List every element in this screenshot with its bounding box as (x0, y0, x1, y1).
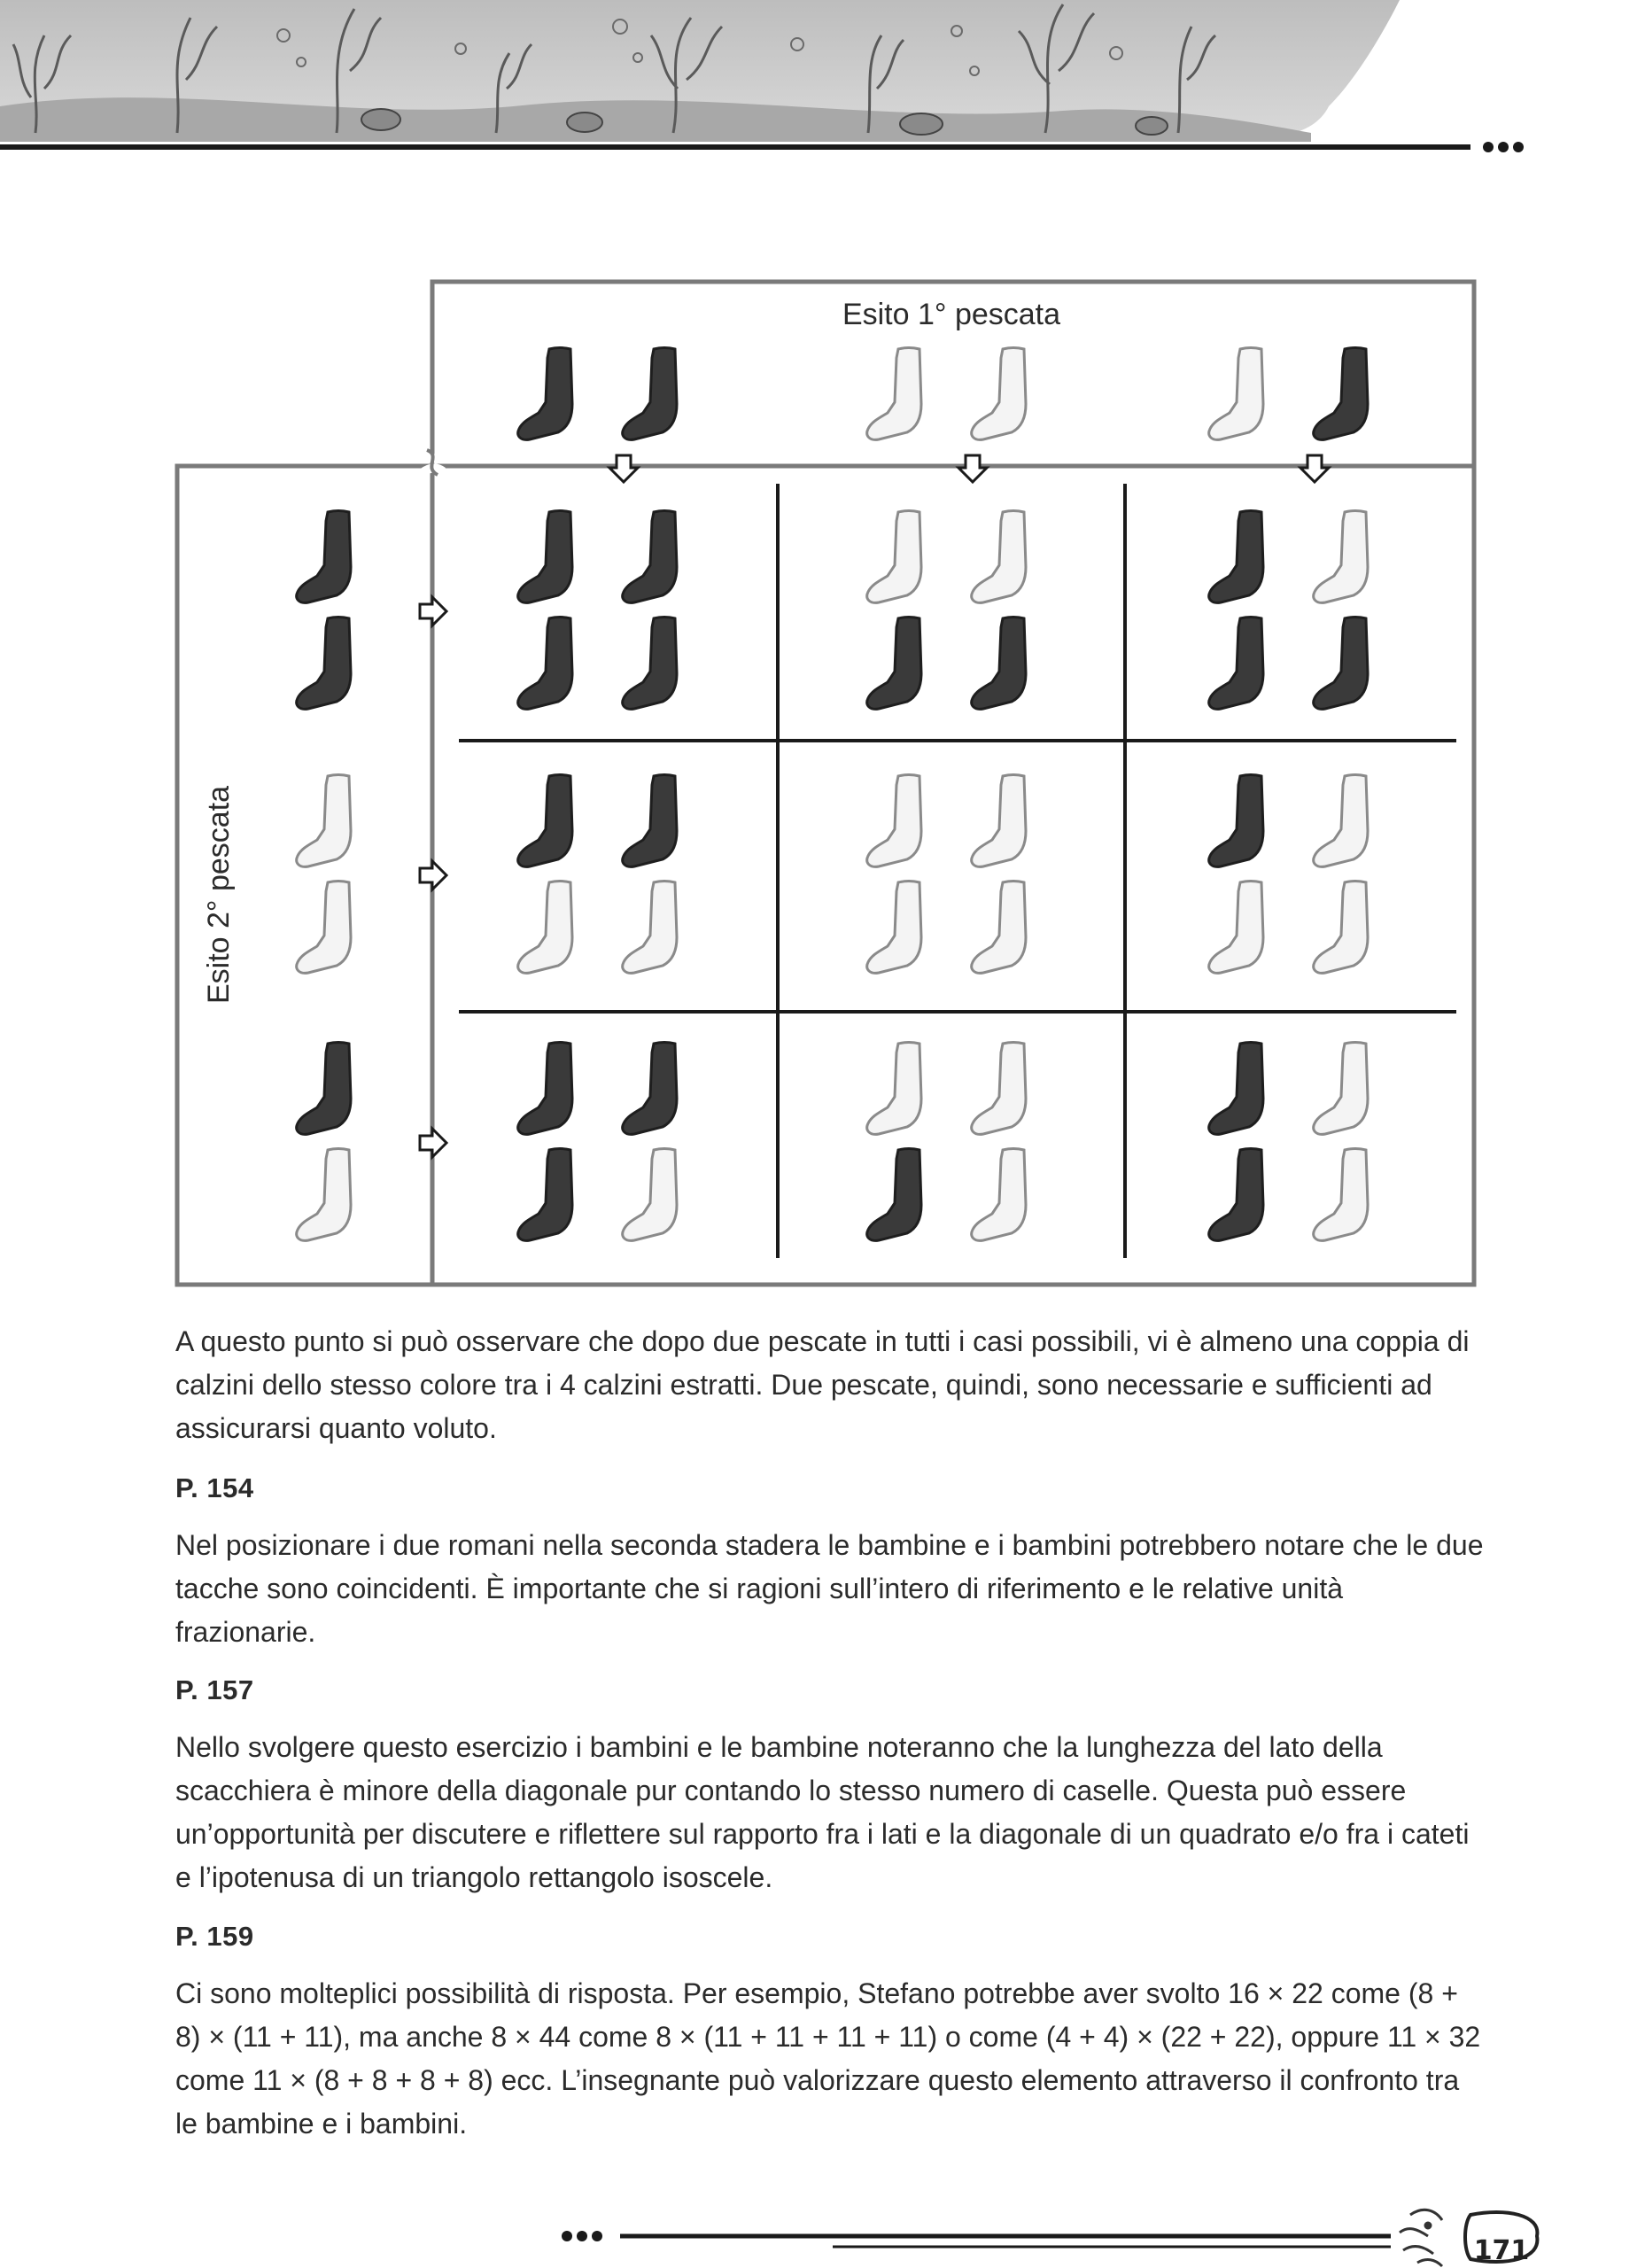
black-sock-icon (867, 1149, 921, 1241)
black-sock-icon (972, 617, 1026, 710)
white-sock-icon (972, 1149, 1026, 1241)
section-text-p159: Ci sono molteplici possibilità di risposta. Per esempio, Stefano potrebbe aver svolto 16 × 22 come (8 + 8) × (11 + 11), ma anche 8 × 44 come 8 × (11 + 11 + 11 + 11) o come (4 + 4) × (22 + 22), oppure 11 × 32 come 11 × (8 + 8 + 8 + 8) ecc. L’insegnante può valorizzare questo elemento attraverso il confronto tra le bambine e i bambini. (175, 1977, 1481, 2140)
black-sock-icon (297, 511, 351, 603)
page-number: 171 (1473, 2235, 1530, 2266)
white-sock-icon (1314, 1043, 1368, 1135)
black-sock-icon (623, 617, 677, 710)
white-sock-icon (867, 1043, 921, 1135)
white-sock-icon (297, 1149, 351, 1241)
white-sock-icon (623, 882, 677, 974)
footer-dots (562, 2231, 602, 2241)
white-sock-icon (1209, 882, 1263, 974)
black-sock-icon (297, 617, 351, 710)
white-sock-icon (297, 775, 351, 867)
black-sock-icon (1209, 1149, 1263, 1241)
combination-socks (518, 511, 1368, 1241)
white-sock-icon (297, 882, 351, 974)
white-sock-icon (518, 882, 572, 974)
black-sock-icon (1209, 511, 1263, 603)
black-sock-icon (518, 775, 572, 867)
black-sock-icon (623, 1043, 677, 1135)
black-sock-icon (1209, 617, 1263, 710)
arrow-right-icon (420, 597, 446, 625)
footer-decoration (0, 2197, 1645, 2268)
black-sock-icon (297, 1043, 351, 1135)
white-sock-icon (867, 348, 921, 440)
section-text-p154: Nel posizionare i due romani nella seconda stadera le bambine e i bambini potrebbero notare che le due tacche sono coincidenti. È importante che si ragioni sull’intero di riferimento e le relative unità frazionarie. (175, 1529, 1484, 1648)
white-sock-icon (972, 775, 1026, 867)
arrow-down-icon (609, 455, 638, 482)
black-sock-icon (1209, 775, 1263, 867)
black-sock-icon (1209, 1043, 1263, 1135)
arrow-right-icon (420, 1129, 446, 1157)
white-sock-icon (972, 882, 1026, 974)
top-label: Esito 1° pescata (842, 298, 1061, 331)
arrow-right-icon (420, 861, 446, 889)
grid-lines (459, 484, 1456, 1258)
white-sock-icon (972, 1043, 1026, 1135)
black-sock-icon (518, 1149, 572, 1241)
second-draw-socks (297, 511, 351, 1241)
intro-paragraph: A questo punto si può osservare che dopo due pescate in tutti i casi possibili, vi è almeno una coppia di calzini dello stesso colore tra i 4 calzini estratti. Due pescate, quindi, sono necessarie e sufficienti ad assicurarsi quanto voluto. (175, 1325, 1470, 1444)
white-sock-icon (1314, 1149, 1368, 1241)
first-draw-socks (518, 348, 1368, 440)
black-sock-icon (518, 348, 572, 440)
section-heading-p157: P. 157 (175, 1674, 254, 1705)
black-sock-icon (1314, 617, 1368, 710)
section-heading-p159: P. 159 (175, 1921, 254, 1952)
white-sock-icon (867, 882, 921, 974)
white-sock-icon (1314, 882, 1368, 974)
black-sock-icon (518, 511, 572, 603)
white-sock-icon (972, 348, 1026, 440)
section-text-p157: Nello svolgere questo esercizio i bambini e le bambine noteranno che la lunghezza del lato della scacchiera è minore della diagonale pur contando lo stesso numero di caselle. Questa può essere un’opportunità per discutere e riflettere sul rapporto fra i lati e la diagonale di un quadrato e/o fra i cateti e l’ipotenusa di un triangolo rettangolo isoscele. (175, 1731, 1470, 1893)
black-sock-icon (1314, 348, 1368, 440)
black-sock-icon (623, 348, 677, 440)
white-sock-icon (972, 511, 1026, 603)
black-sock-icon (518, 617, 572, 710)
white-sock-icon (623, 1149, 677, 1241)
black-sock-icon (623, 511, 677, 603)
arrow-down-icon (1300, 455, 1329, 482)
white-sock-icon (867, 511, 921, 603)
octopus-icon (1400, 2210, 1442, 2266)
white-sock-icon (1314, 775, 1368, 867)
black-sock-icon (623, 775, 677, 867)
black-sock-icon (518, 1043, 572, 1135)
side-label: Esito 2° pescata (202, 785, 236, 1005)
white-sock-icon (867, 775, 921, 867)
section-heading-p154: P. 154 (175, 1472, 254, 1503)
arrow-down-icon (958, 455, 987, 482)
white-sock-icon (1314, 511, 1368, 603)
white-sock-icon (1209, 348, 1263, 440)
black-sock-icon (867, 617, 921, 710)
